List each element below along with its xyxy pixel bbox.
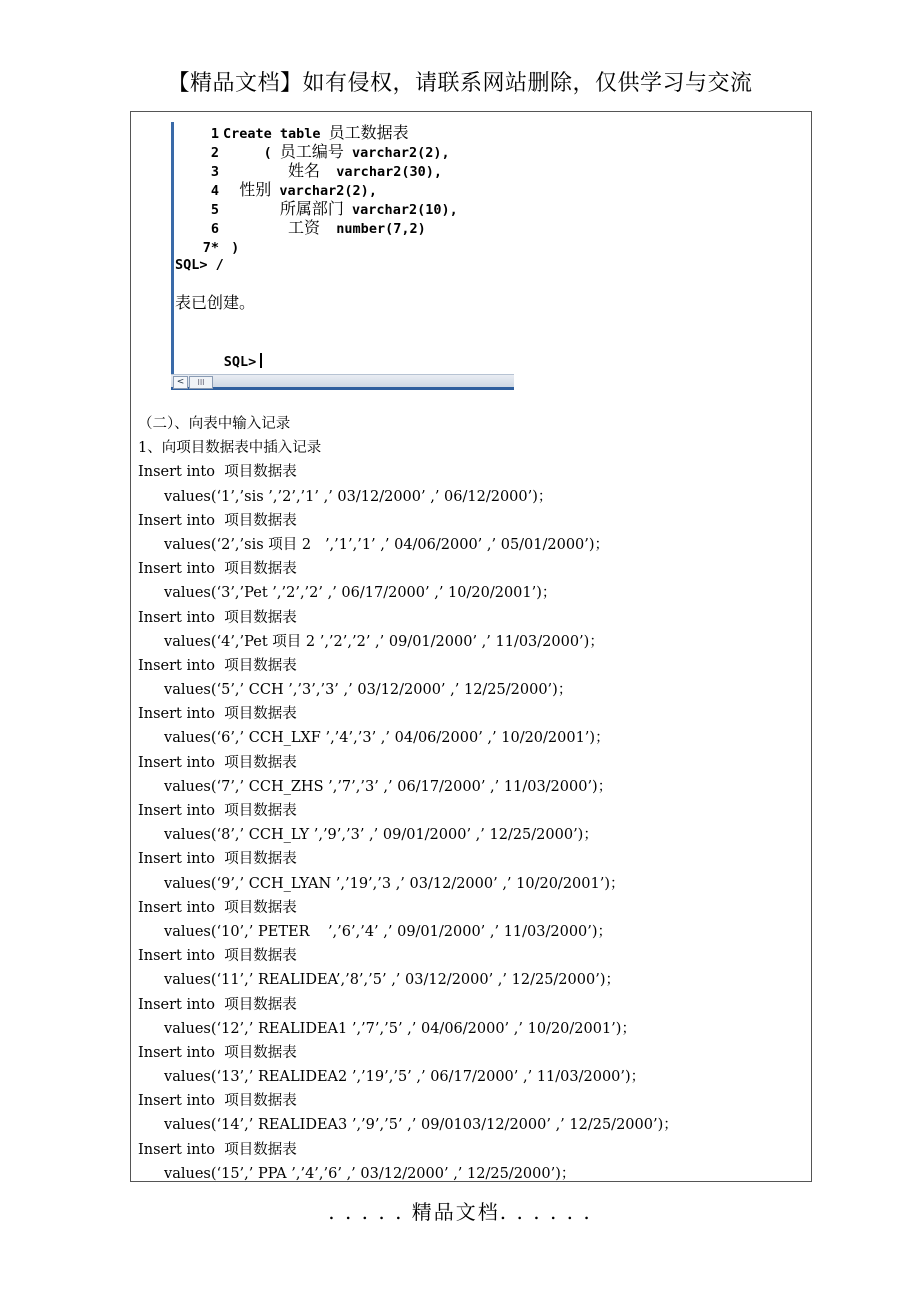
document-body xyxy=(138,412,808,1186)
code-text xyxy=(223,202,280,218)
insert-into-line: Insert into 项目数据表 xyxy=(138,512,297,529)
sql-code-line xyxy=(175,237,239,256)
line-number: 3 xyxy=(210,164,219,180)
insert-into-line: Insert into 项目数据表 xyxy=(138,1044,297,1061)
insert-into-line: Insert into 项目数据表 xyxy=(138,803,297,819)
sql-code-line xyxy=(175,180,377,199)
column-name: 所属部门 xyxy=(279,199,344,218)
code-text: varchar2(2), xyxy=(343,145,450,161)
sql-code-line xyxy=(175,199,458,218)
sql-prompt-cursor[interactable] xyxy=(175,334,262,370)
values-line: values(‘1’,’sis ’,’2’,’1’ ,’ 03/12/2000’ ,’ 06/12/2000’)； xyxy=(164,488,553,505)
values-line: values(‘8’,’ CCH_LY ’,’9’,’3’ ,’ 09/01/2000’ ,’ 12/25/2000’)； xyxy=(164,827,598,844)
sub-heading: 1、向项目数据表中插入记录 xyxy=(138,440,322,457)
values-line: values(‘14’,’ REALIDEA3 ’,’9’,’5’ ,’ 09/0103/12/2000’ ,’ 12/25/2000’)； xyxy=(164,1117,678,1134)
sql-prompt: SQL> / xyxy=(175,257,224,273)
insert-into-line: Insert into 项目数据表 xyxy=(138,464,297,481)
sql-code-line xyxy=(175,123,409,142)
values-line: values(‘10’,’ PETER ’,’6’,’4’ ,’ 09/01/2000’ ,’ 11/03/2000’)； xyxy=(164,923,613,940)
section-heading: （二）、向表中输入记录 xyxy=(138,416,291,432)
line-number: 4 xyxy=(210,183,219,199)
page-footer: . . . . . 精品文档. . . . . . xyxy=(328,1200,592,1224)
insert-into-line: Insert into 项目数据表 xyxy=(138,948,297,965)
content-frame xyxy=(130,111,812,1182)
line-number: 5 xyxy=(210,202,219,218)
code-text: number(7,2) xyxy=(320,221,426,237)
table-created-message: 表已创建。 xyxy=(175,293,256,312)
values-line: values(‘12’,’ REALIDEA1 ’,’7’,’5’ ,’ 04/06/2000’ ,’ 10/20/2001’)； xyxy=(164,1020,636,1037)
values-line: values(‘13’,’ REALIDEA2 ’,’19’,’5’ ,’ 06/17/2000’ ,’ 11/03/2000’)； xyxy=(164,1069,646,1086)
sql-code-line xyxy=(175,218,426,237)
values-line: values(‘9’,’ CCH_LYAN ’,’19’,’3 ,’ 03/12/2000’ ,’ 10/20/2001’)； xyxy=(164,875,625,892)
values-line: values(‘7’,’ CCH_ZHS ’,’7’,’3’ ,’ 06/17/2000’ ,’ 11/03/2000’)； xyxy=(164,778,613,795)
line-number: 7* xyxy=(202,240,219,256)
column-name: 姓名 xyxy=(288,161,321,180)
insert-into-line: Insert into 项目数据表 xyxy=(138,754,297,771)
scroll-left-arrow-icon[interactable]: < xyxy=(173,376,188,389)
scroll-thumb[interactable]: III xyxy=(189,376,213,389)
column-name: 员工编号 xyxy=(279,142,344,161)
page-header-title: 【精品文档】如有侵权，请联系网站删除，仅供学习与交流 xyxy=(167,71,753,96)
sql-code-line xyxy=(175,161,442,180)
sql-prompt-label: SQL> xyxy=(223,354,257,370)
insert-into-line: Insert into 项目数据表 xyxy=(138,1141,297,1158)
column-name: 员工数据表 xyxy=(328,123,409,142)
insert-into-line: Insert into 项目数据表 xyxy=(138,561,297,578)
line-number: 6 xyxy=(210,221,219,237)
sqlplus-screenshot xyxy=(171,122,514,390)
insert-into-line: Insert into 项目数据表 xyxy=(138,851,297,868)
insert-into-line: Insert into 项目数据表 xyxy=(138,996,297,1013)
values-line: values(‘3’,’Pet ’,’2’,’2’ ,’ 06/17/2000’ ,’ 10/20/2001’)； xyxy=(164,585,557,602)
code-text: varchar2(30), xyxy=(320,164,442,180)
insert-into-line: Insert into 项目数据表 xyxy=(138,899,297,916)
values-line: values(‘6’,’ CCH_LXF ’,’4’,’3’ ,’ 04/06/2000’ ,’ 10/20/2001’)； xyxy=(164,730,610,747)
values-line: values(‘15’,’ PPA ’,’4’,’6’ ,’ 03/12/2000’ ,’ 12/25/2000’)； xyxy=(164,1165,576,1182)
values-line: values(‘4’,’Pet 项目 2 ’,’2’,’2’ ,’ 09/01/2000’ ,’ 11/03/2000’)； xyxy=(164,633,604,650)
code-text: Create table xyxy=(223,126,329,142)
code-text: ( xyxy=(223,145,280,161)
code-text: varchar2(10), xyxy=(343,202,458,218)
code-text: varchar2(2), xyxy=(271,183,377,199)
text-cursor xyxy=(260,353,262,368)
horizontal-scrollbar[interactable] xyxy=(171,374,514,390)
insert-into-line: Insert into 项目数据表 xyxy=(138,1093,297,1110)
window-left-border xyxy=(171,122,174,374)
values-line: values(‘2’,’sis 项目 2 ’,’1’,’1’ ,’ 04/06/2000’ ,’ 05/01/2000’)； xyxy=(164,536,610,553)
line-number: 1 xyxy=(210,126,219,142)
sql-code-line xyxy=(175,142,450,161)
code-text: ) xyxy=(223,240,240,256)
insert-into-line: Insert into 项目数据表 xyxy=(138,706,297,723)
column-name: 性别 xyxy=(239,180,272,199)
line-number: 2 xyxy=(210,145,219,161)
values-line: values(‘11’,’ REALIDEA’,’8’,’5’ ,’ 03/12/2000’ ,’ 12/25/2000’)； xyxy=(164,972,620,989)
code-text xyxy=(223,221,288,237)
code-text xyxy=(223,164,288,180)
insert-into-line: Insert into 项目数据表 xyxy=(138,609,297,626)
code-text xyxy=(223,183,239,199)
values-line: values(‘5’,’ CCH ’,’3’,’3’ ,’ 03/12/2000’ ,’ 12/25/2000’)； xyxy=(164,682,573,699)
insert-into-line: Insert into 项目数据表 xyxy=(138,657,297,674)
column-name: 工资 xyxy=(288,218,321,237)
